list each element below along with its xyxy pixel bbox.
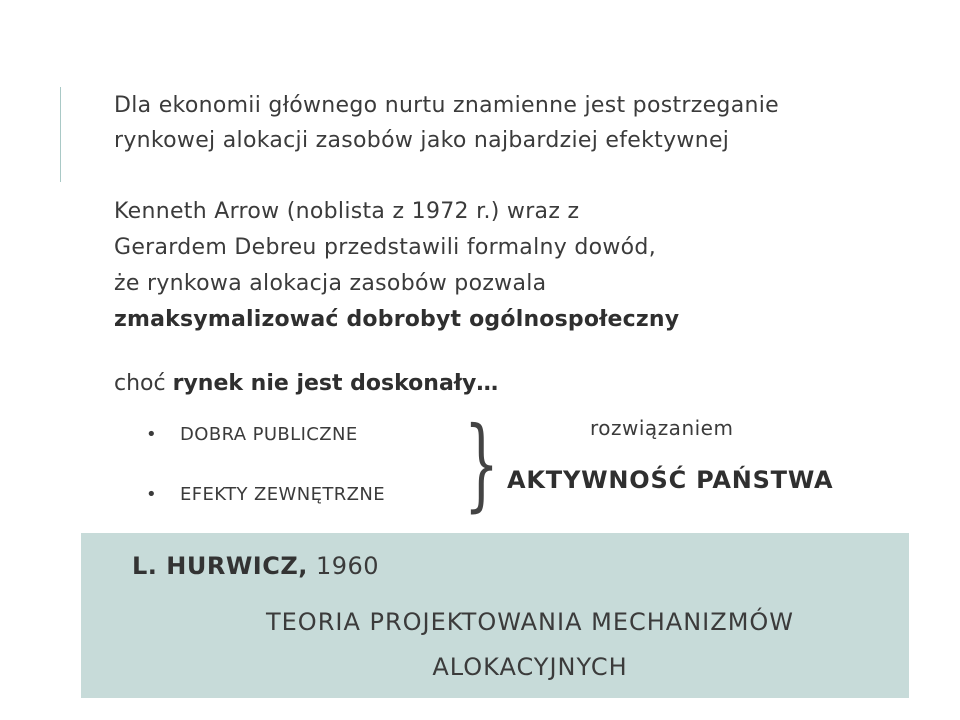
solution-text: AKTYWNOŚĆ PAŃSTWA xyxy=(507,466,834,494)
banner-year: 1960 xyxy=(307,552,380,580)
bullet-item xyxy=(146,484,385,505)
banner-author: L. HURWICZ, xyxy=(132,552,308,580)
arrow-debreu-paragraph xyxy=(114,194,679,338)
bullet-marker: • xyxy=(146,424,158,445)
banner-title-line-2: ALOKACYJNYCH xyxy=(432,653,628,681)
bullet-marker: • xyxy=(146,484,158,505)
arrow-line-2: Gerardem Debreu przedstawili formalny dowód, xyxy=(114,235,656,260)
bullet-text: DOBRA PUBLICZNE xyxy=(180,424,358,445)
bullet-text: EFEKTY ZEWNĘTRZNE xyxy=(180,484,386,505)
intro-line-2: rynkowej alokacji zasobów jako najbardziej efektywnej xyxy=(114,128,730,153)
intro-line-1: Dla ekonomii głównego nurtu znamienne jest postrzeganie xyxy=(114,93,779,118)
market-bold: rynek nie jest doskonały… xyxy=(172,371,499,396)
bullet-item xyxy=(146,424,358,445)
arrow-line-4-bold: zmaksymalizować dobrobyt ogólnospołeczny xyxy=(114,307,680,332)
arrow-line-3: że rynkowa alokacja zasobów pozwala xyxy=(114,271,547,296)
market-prefix: choć xyxy=(114,371,173,396)
curly-brace: } xyxy=(464,405,499,522)
banner-author-line xyxy=(132,552,379,580)
accent-line xyxy=(60,87,61,182)
intro-paragraph xyxy=(114,88,779,158)
banner-title-line-1: TEORIA PROJEKTOWANIA MECHANIZMÓW xyxy=(265,608,795,636)
arrow-line-1: Kenneth Arrow (noblista z 1972 r.) wraz z xyxy=(114,199,580,224)
solution-label: rozwiązaniem xyxy=(590,416,734,440)
market-imperfection-line xyxy=(114,366,498,402)
